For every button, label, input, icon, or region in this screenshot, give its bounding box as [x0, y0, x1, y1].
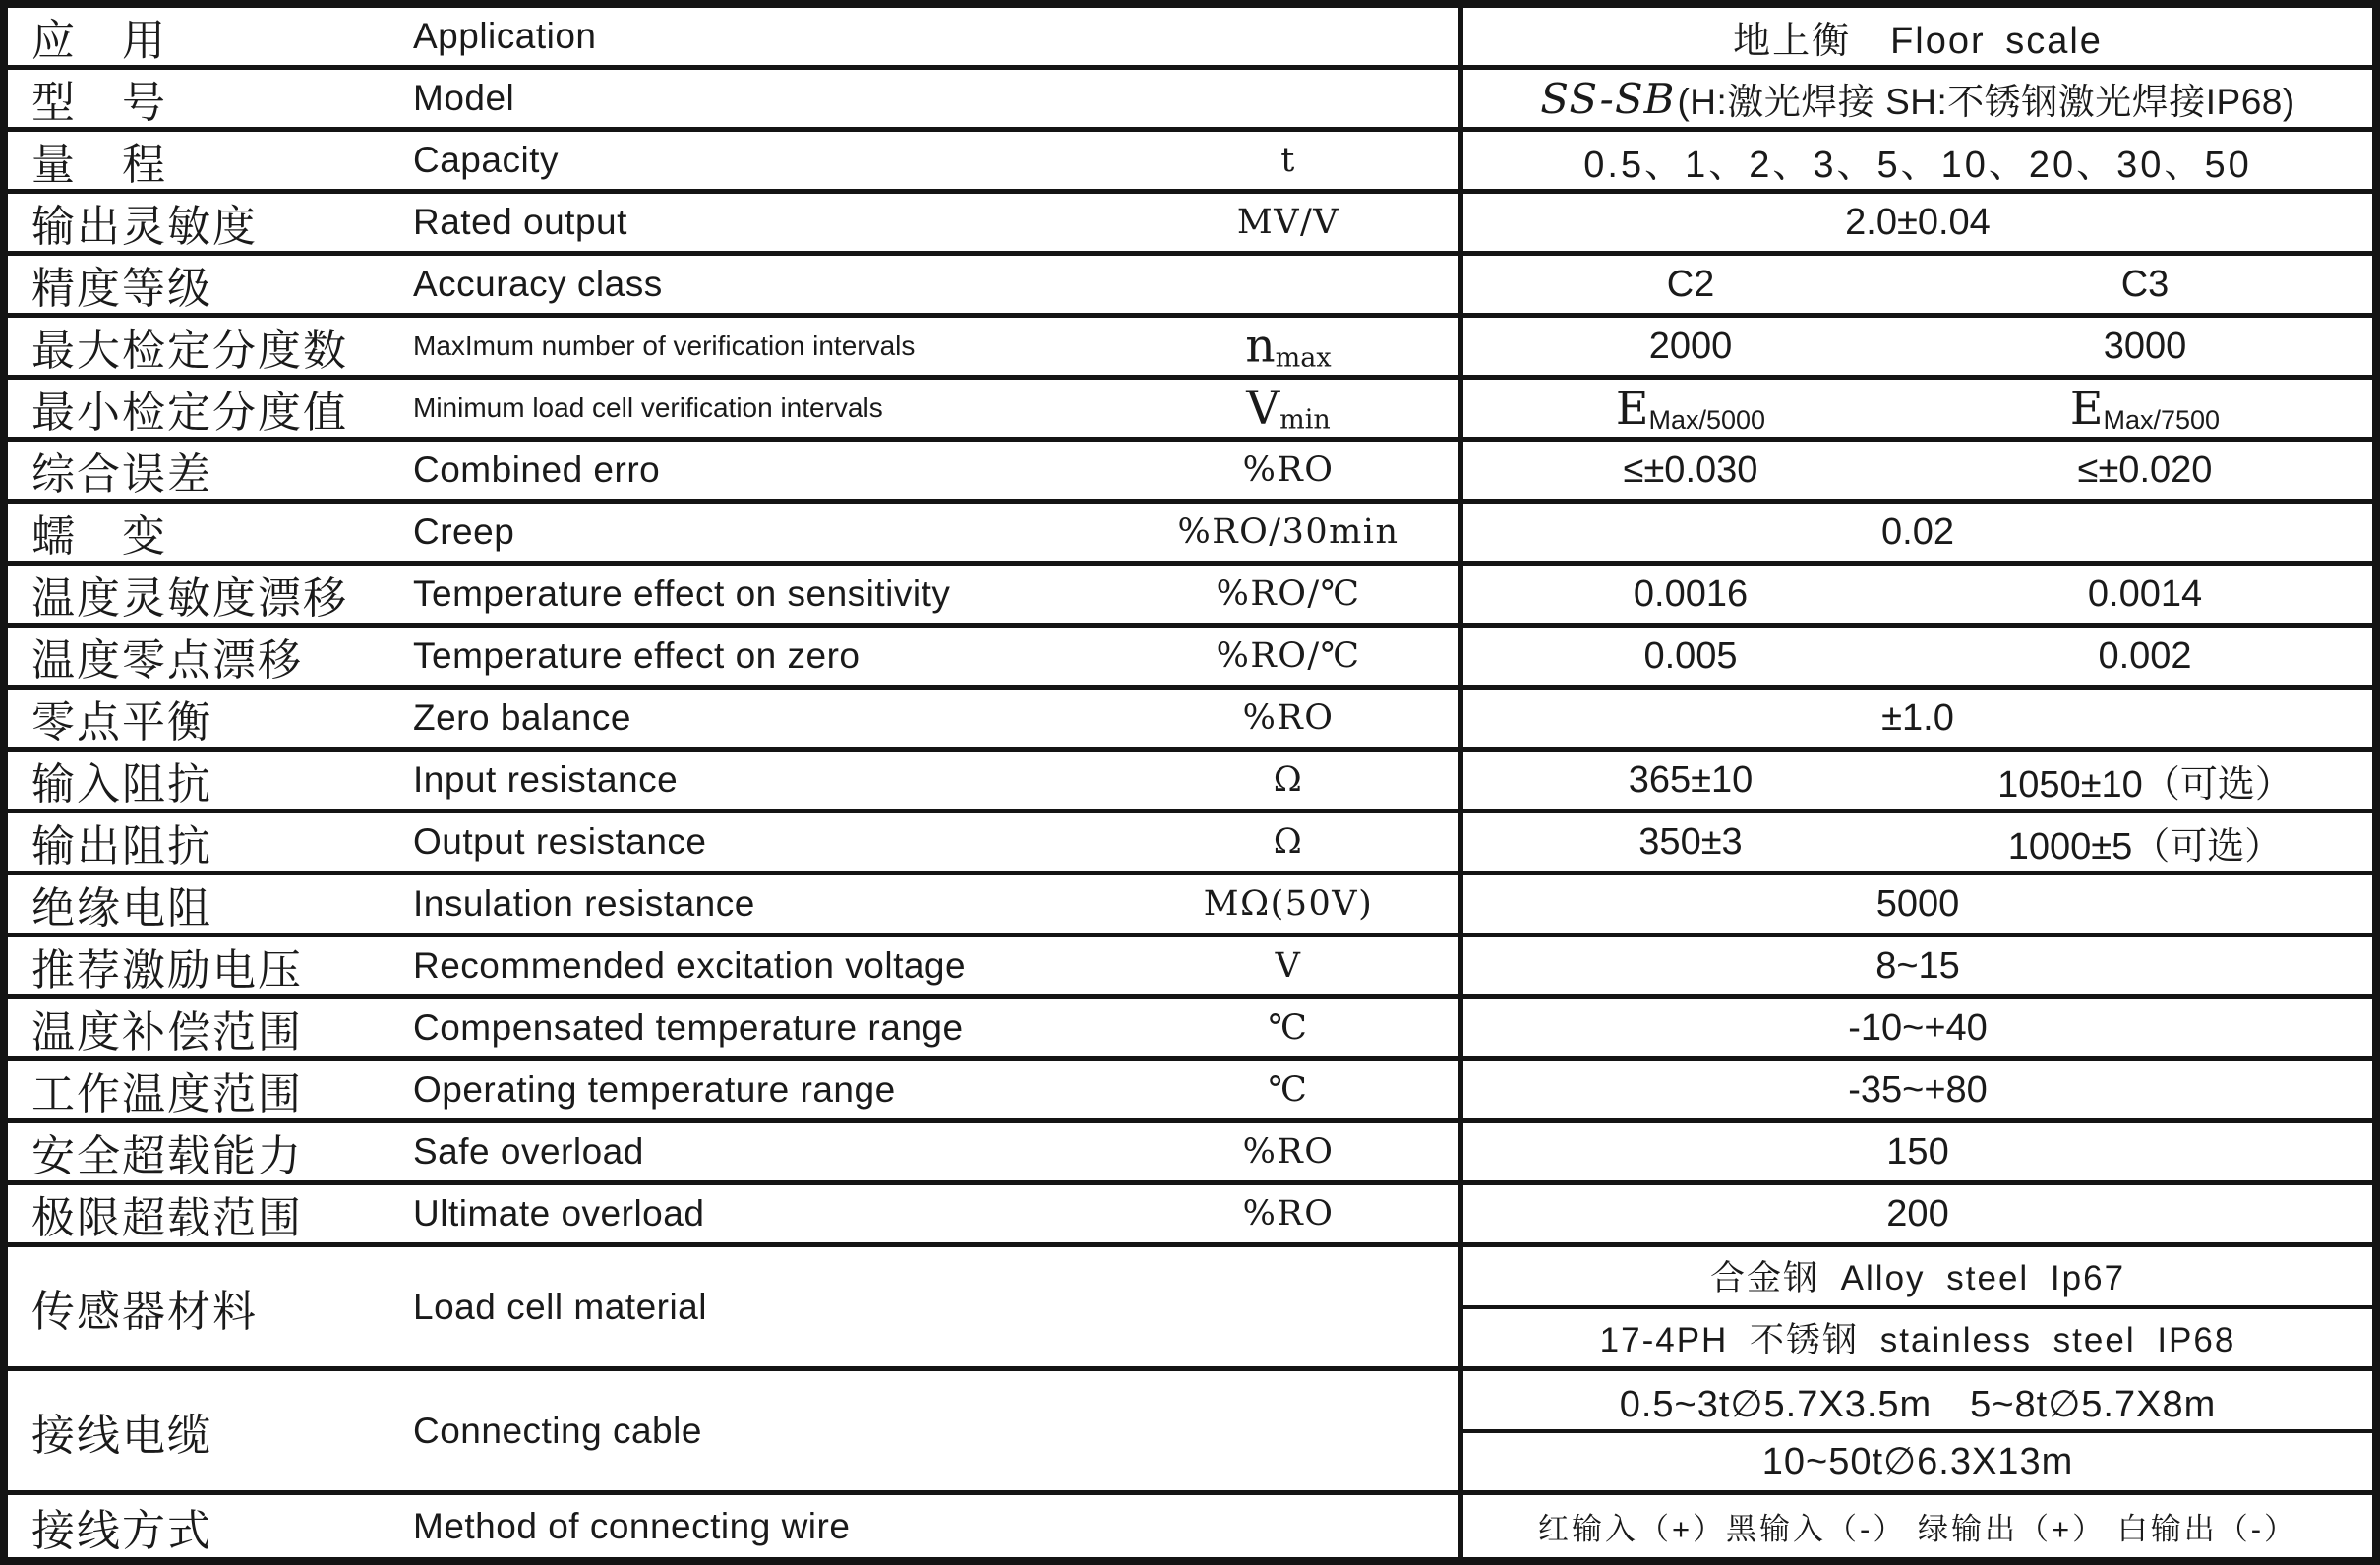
value: 红输入（+）黑输入（-） 绿输出（+） 白输出（-）	[1537, 1512, 2298, 1546]
value: 5000	[1875, 882, 1960, 925]
label-cell	[8, 566, 1463, 623]
value	[1463, 442, 2372, 499]
label-zh: 输入阻抗	[31, 759, 212, 810]
value	[1463, 318, 2372, 375]
label-zh: 接线电缆	[31, 1410, 212, 1461]
value: ±1.0	[1881, 696, 1954, 739]
label-zh: 绝缘电阻	[31, 883, 212, 933]
label-cell	[8, 1371, 1463, 1490]
unit: Ω	[1273, 822, 1304, 862]
label-zh: 温度补偿范围	[31, 1007, 303, 1057]
value-c3: EMax/7500	[2069, 382, 2221, 435]
label-en: Zero balance	[413, 697, 631, 738]
value-c2: 365±10	[1628, 758, 1754, 801]
label-cell	[8, 1123, 1463, 1180]
value	[1463, 813, 2372, 871]
value: 150	[1886, 1130, 1949, 1173]
label-en: Compensated temperature range	[413, 1007, 964, 1048]
label-en: Ultimate overload	[413, 1193, 705, 1234]
row-output-resistance	[8, 813, 2372, 875]
label-en: Accuracy class	[413, 264, 663, 304]
value: 2.0±0.04	[1845, 201, 1991, 243]
value-c3: 1000±5（可选）	[2007, 825, 2283, 868]
value-sub-2: 17-4PH 不锈钢 stainless steel IP68	[1599, 1320, 2236, 1359]
label-zh: 型 号	[31, 78, 167, 128]
unit: Ω	[1273, 760, 1304, 800]
value	[1463, 752, 2372, 809]
unit: MΩ(50V)	[1203, 884, 1374, 924]
label-zh: 零点平衡	[31, 697, 212, 748]
unit: %RO	[1242, 1132, 1335, 1172]
label-cell	[8, 999, 1463, 1056]
label-en: Recommended excitation voltage	[413, 945, 967, 986]
unit: MV/V	[1236, 203, 1340, 242]
value-c2: 350±3	[1638, 820, 1743, 863]
label-cell	[8, 752, 1463, 809]
unit: %RO	[1242, 698, 1335, 738]
row-temp-effect-zero	[8, 628, 2372, 690]
value: -10~+40	[1848, 1006, 1988, 1049]
row-rated-output	[8, 194, 2372, 256]
row-combined-error	[8, 442, 2372, 504]
label-en: Application	[413, 16, 597, 56]
label-cell	[8, 628, 1463, 685]
row-temp-effect-sensitivity	[8, 566, 2372, 628]
label-zh: 推荐激励电压	[31, 945, 303, 995]
label-zh: 蠕 变	[31, 512, 167, 562]
label-en: Input resistance	[413, 759, 679, 800]
label-zh: 输出阻抗	[31, 821, 212, 872]
row-excitation-voltage	[8, 937, 2372, 999]
label-en: Method of connecting wire	[413, 1505, 851, 1546]
value: 0.02	[1881, 511, 1954, 553]
label-en: Load cell material	[413, 1286, 707, 1327]
label-zh: 精度等级	[31, 264, 212, 314]
label-zh: 接线方式	[31, 1505, 212, 1556]
unit: %RO	[1242, 1194, 1335, 1234]
value: 地上衡 Floor scale	[1733, 20, 2103, 62]
label-en: Combined erro	[413, 450, 661, 490]
label-cell	[8, 256, 1463, 313]
label-en: Safe overload	[413, 1131, 644, 1172]
label-zh: 最大检定分度数	[31, 326, 348, 376]
label-zh: 最小检定分度值	[31, 388, 348, 438]
row-ultimate-overload	[8, 1185, 2372, 1247]
label-cell	[8, 1185, 1463, 1242]
value-c2: 0.005	[1643, 634, 1738, 677]
row-wire-method	[8, 1495, 2372, 1557]
row-creep	[8, 504, 2372, 566]
unit: t	[1280, 141, 1296, 180]
row-operating-temp-range	[8, 1061, 2372, 1123]
row-connecting-cable	[8, 1371, 2372, 1495]
label-en: Temperature effect on sensitivity	[413, 573, 951, 614]
label-cell	[8, 690, 1463, 747]
label-cell	[8, 1247, 1463, 1366]
label-zh: 输出灵敏度	[31, 202, 258, 252]
unit: Vmin	[1246, 381, 1331, 436]
unit: %RO/30min	[1177, 512, 1399, 552]
row-zero-balance	[8, 690, 2372, 752]
label-cell	[8, 875, 1463, 933]
value	[1463, 1247, 2372, 1366]
label-en: Output resistance	[413, 821, 707, 862]
unit: ℃	[1268, 1070, 1309, 1110]
row-min-verification-intervals	[8, 380, 2372, 442]
label-cell	[8, 937, 1463, 994]
row-model	[8, 70, 2372, 132]
value-c2: ≤±0.030	[1623, 449, 1758, 491]
value-c3: ≤±0.020	[2077, 449, 2213, 491]
unit: %RO/℃	[1216, 574, 1361, 614]
value-c3: 0.002	[2098, 634, 2192, 677]
label-cell	[8, 504, 1463, 561]
unit: ℃	[1268, 1008, 1309, 1048]
label-zh: 安全超载能力	[31, 1131, 303, 1181]
unit: %RO/℃	[1216, 636, 1361, 676]
label-zh: 量 程	[31, 140, 167, 190]
value-c2: 2000	[1648, 325, 1733, 367]
label-cell	[8, 442, 1463, 499]
label-en: Rated output	[413, 202, 627, 242]
value: 0.5、1、2、3、5、10、20、30、50	[1583, 144, 2252, 186]
row-input-resistance	[8, 752, 2372, 813]
label-en: Creep	[413, 512, 515, 552]
value-c2: C2	[1666, 263, 1715, 305]
model-prefix: SS-SB	[1540, 74, 1676, 123]
row-compensated-temp-range	[8, 999, 2372, 1061]
model-rest: (H:激光焊接 SH:不锈钢激光焊接IP68)	[1677, 82, 2295, 122]
label-en: Capacity	[413, 140, 559, 180]
row-load-cell-material	[8, 1247, 2372, 1371]
row-insulation-resistance	[8, 875, 2372, 937]
label-cell	[8, 318, 1463, 375]
label-zh: 综合误差	[31, 450, 212, 500]
value	[1463, 628, 2372, 685]
label-zh: 温度零点漂移	[31, 635, 303, 686]
value-c2: 0.0016	[1633, 572, 1749, 615]
value: -35~+80	[1848, 1068, 1988, 1111]
label-zh: 传感器材料	[31, 1286, 258, 1337]
value-sub-1: 合金钢 Alloy steel Ip67	[1463, 1247, 2372, 1309]
row-max-verification-intervals	[8, 318, 2372, 380]
value: 200	[1886, 1192, 1949, 1234]
unit: nmax	[1245, 319, 1332, 374]
label-zh: 极限超载范围	[31, 1193, 303, 1243]
value-c2: EMax/5000	[1615, 382, 1766, 435]
label-en: Temperature effect on zero	[413, 635, 861, 676]
value: 8~15	[1875, 944, 1960, 987]
label-cell	[8, 8, 1463, 65]
label-en: Minimum load cell verification intervals	[413, 392, 883, 423]
value-sub-2: 10~50t∅6.3X13m	[1761, 1441, 2074, 1483]
row-safe-overload	[8, 1123, 2372, 1185]
label-en: Insulation resistance	[413, 883, 755, 924]
label-en: Connecting cable	[413, 1410, 702, 1451]
value	[1463, 566, 2372, 623]
value-c3: 3000	[2103, 325, 2187, 367]
unit: %RO	[1242, 451, 1335, 490]
value	[1463, 380, 2372, 437]
value	[1463, 256, 2372, 313]
label-cell	[8, 813, 1463, 871]
value-sub-1: 0.5~3t∅5.7X3.5m 5~8t∅5.7X8m	[1463, 1371, 2372, 1433]
label-cell	[8, 132, 1463, 189]
label-cell	[8, 194, 1463, 251]
row-capacity	[8, 132, 2372, 194]
label-zh: 应 用	[31, 16, 167, 66]
value-c3: 0.0014	[2087, 572, 2203, 615]
label-zh: 温度灵敏度漂移	[31, 573, 348, 624]
label-cell	[8, 380, 1463, 437]
label-cell	[8, 70, 1463, 127]
unit: V	[1275, 946, 1302, 986]
value	[1463, 1371, 2372, 1490]
label-zh: 工作温度范围	[31, 1069, 303, 1119]
label-en: Operating temperature range	[413, 1069, 896, 1110]
row-accuracy-class	[8, 256, 2372, 318]
label-en: Model	[413, 78, 515, 118]
label-cell	[8, 1495, 1463, 1557]
label-en: MaxImum number of verification intervals	[413, 331, 916, 361]
value-c3: C3	[2120, 263, 2170, 305]
value-c3: 1050±10（可选）	[1997, 763, 2292, 806]
row-application	[8, 8, 2372, 70]
value	[1463, 70, 2372, 127]
label-cell	[8, 1061, 1463, 1118]
